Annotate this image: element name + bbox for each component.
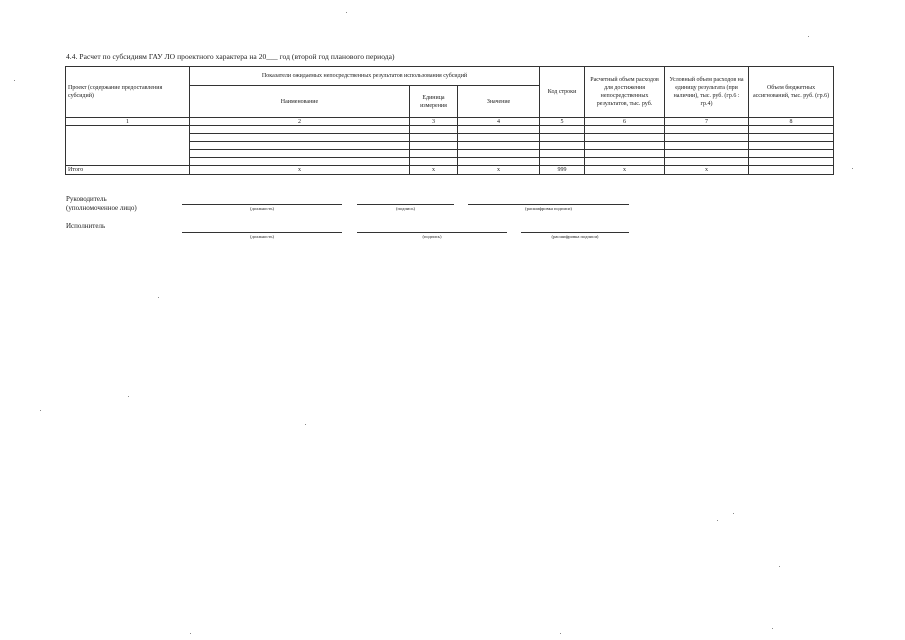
total-row: [66, 166, 834, 175]
head-label-authorized: (уполномоченное лицо): [66, 204, 137, 212]
scan-speck: [40, 410, 41, 411]
table-cell: [410, 150, 458, 158]
head-label: Руководитель: [66, 195, 107, 203]
head-decode-line: [468, 204, 629, 205]
col-number: 1: [66, 118, 190, 126]
total-cond: x: [665, 166, 749, 175]
header-cond-volume: Условный объем расходов на единицу результата (при наличии), тыс. руб. (гр.6 : гр.4): [665, 67, 749, 118]
scan-speck: [560, 633, 561, 634]
exec-position-line: [182, 232, 342, 233]
table-cell: [749, 150, 834, 158]
header-project: Проект (содержание предоставления субсидий): [66, 67, 190, 118]
table-cell: [540, 134, 585, 142]
header-budget-volume: Объем бюджетных ассигнований, тыс. руб. (гр.6): [749, 67, 834, 118]
head-position-caption: (должность): [249, 206, 275, 211]
head-signature-line: [357, 204, 454, 205]
col-number: 2: [190, 118, 410, 126]
total-name: x: [190, 166, 410, 175]
col-number: 8: [749, 118, 834, 126]
scan-speck: [346, 12, 347, 13]
table-cell: [458, 158, 540, 166]
table-cell: [665, 142, 749, 150]
total-unit: x: [410, 166, 458, 175]
scan-speck: [852, 168, 853, 169]
header-row-code: Код строки: [540, 67, 585, 118]
table-cell: [665, 150, 749, 158]
table-cell: [665, 158, 749, 166]
column-number-row: [66, 118, 834, 126]
table-cell: [665, 134, 749, 142]
scan-speck: [808, 36, 809, 37]
total-code: 999: [540, 166, 585, 175]
scan-speck: [772, 628, 773, 629]
total-label: Итого: [66, 166, 190, 175]
table-cell: [458, 150, 540, 158]
table-cell: [540, 150, 585, 158]
exec-decode-line: [521, 232, 629, 233]
scan-speck: [779, 566, 780, 567]
col-number: 3: [410, 118, 458, 126]
total-calc: x: [585, 166, 665, 175]
table-cell: [540, 158, 585, 166]
table-cell: [585, 142, 665, 150]
col-number: 4: [458, 118, 540, 126]
scan-speck: [305, 424, 306, 425]
table-cell: [749, 158, 834, 166]
scan-speck: [128, 396, 129, 397]
table-cell: [540, 126, 585, 134]
table-cell: [585, 150, 665, 158]
table-cell: [190, 158, 410, 166]
head-signature-caption: (подпись): [395, 206, 416, 211]
table-cell: [749, 134, 834, 142]
table-cell: [190, 142, 410, 150]
exec-position-caption: (должность): [249, 234, 275, 239]
table-cell: [540, 142, 585, 150]
scan-speck: [733, 513, 734, 514]
table-cell: [458, 142, 540, 150]
subsidy-calculation-table: [65, 66, 834, 175]
total-budget: [749, 166, 834, 175]
header-name: Наименование: [190, 86, 410, 118]
table-row: [66, 126, 834, 134]
col-number: 5: [540, 118, 585, 126]
scan-speck: [158, 297, 159, 298]
table-cell: [410, 134, 458, 142]
header-value: Значение: [458, 86, 540, 118]
table-cell: [458, 134, 540, 142]
header-indicators-group: Показатели ожидаемых непосредственных результатов использования субсидий: [190, 67, 540, 86]
scan-speck: [717, 520, 718, 521]
scan-speck: [14, 80, 15, 81]
total-value: x: [458, 166, 540, 175]
executor-label: Исполнитель: [66, 222, 106, 230]
table-cell: [410, 126, 458, 134]
table-cell: [410, 158, 458, 166]
document-title: 4.4. Расчет по субсидиям ГАУ ЛО проектного характера на 20___ год (второй год планового периода): [66, 52, 395, 61]
exec-signature-caption: (подпись): [422, 234, 442, 239]
head-decode-caption: (расшифровка подписи): [525, 206, 572, 211]
table-cell: [585, 134, 665, 142]
exec-signature-line: [357, 232, 507, 233]
table-cell: [749, 142, 834, 150]
exec-decode-caption: (расшифровка подписи): [551, 234, 599, 239]
table-cell: [190, 134, 410, 142]
project-cell: [66, 126, 190, 166]
header-unit: Единица измерения: [410, 86, 458, 118]
col-number: 7: [665, 118, 749, 126]
table-cell: [585, 158, 665, 166]
table-cell: [458, 126, 540, 134]
scan-speck: [190, 633, 191, 634]
col-number: 6: [585, 118, 665, 126]
table-cell: [585, 126, 665, 134]
table-cell: [190, 126, 410, 134]
table-cell: [749, 126, 834, 134]
table-cell: [190, 150, 410, 158]
table-cell: [410, 142, 458, 150]
table-cell: [665, 126, 749, 134]
header-calc-volume: Расчетный объем расходов для достижения непосредственных результатов, тыс. руб.: [585, 67, 665, 118]
head-position-line: [182, 204, 342, 205]
